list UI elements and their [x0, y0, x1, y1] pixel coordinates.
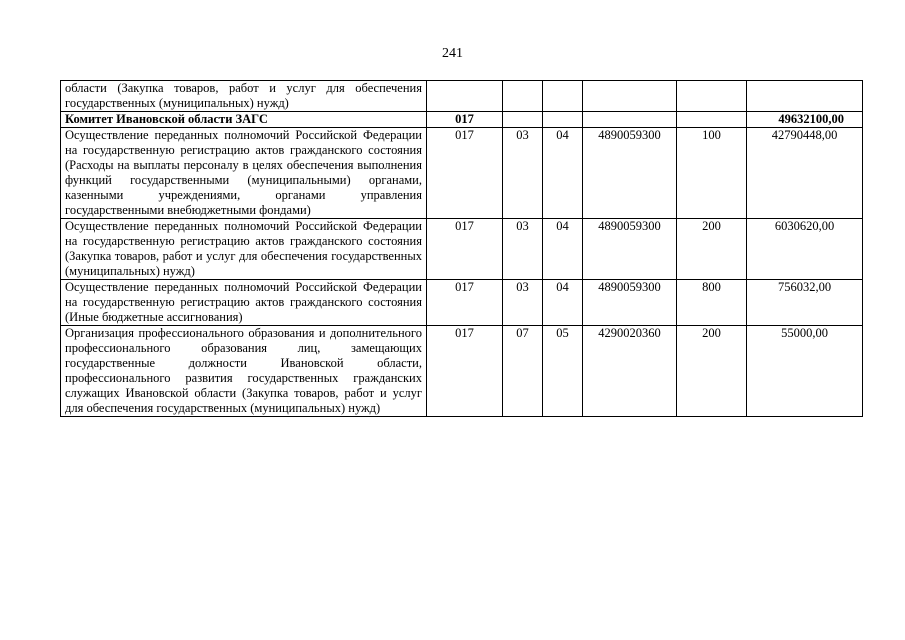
- subsection-code: 05: [543, 326, 583, 417]
- amount: [747, 81, 863, 112]
- row-description: Осуществление переданных полномочий Российской Федерации на государственную регистрацию актов гражданского состояния (Иные бюджетные ассигнования): [61, 280, 427, 326]
- budget-table: [60, 80, 863, 417]
- section-code: [503, 81, 543, 112]
- expense-type-code: [677, 112, 747, 128]
- ministry-code: [427, 81, 503, 112]
- expense-type-code: 200: [677, 219, 747, 280]
- row-description: области (Закупка товаров, работ и услуг для обеспечения государственных (муниципальных) нужд): [61, 81, 427, 112]
- ministry-code: 017: [427, 326, 503, 417]
- target-code: 4890059300: [583, 219, 677, 280]
- amount: 6030620,00: [747, 219, 863, 280]
- page-number: 241: [442, 46, 463, 61]
- section-code: [503, 112, 543, 128]
- row-description: Осуществление переданных полномочий Российской Федерации на государственную регистрацию актов гражданского состояния (Закупка товаров, работ и услуг для обеспечения государственных (муниципальных) нужд): [61, 219, 427, 280]
- subsection-code: [543, 81, 583, 112]
- ministry-code: 017: [427, 219, 503, 280]
- section-code: 03: [503, 128, 543, 219]
- ministry-code: 017: [427, 128, 503, 219]
- subsection-code: [543, 112, 583, 128]
- ministry-code: 017: [427, 280, 503, 326]
- table-row: [61, 81, 863, 112]
- target-code: 4290020360: [583, 326, 677, 417]
- table-row-committee: [61, 112, 863, 128]
- table-row: [61, 326, 863, 417]
- amount: 55000,00: [747, 326, 863, 417]
- table-row: [61, 128, 863, 219]
- expense-type-code: [677, 81, 747, 112]
- row-description: Организация профессионального образования и дополнительного профессионального образования лиц, замещающих государственные должности Ивановской области, профессионального развития государственных гражданских служащих Ивановской области (Закупка товаров, работ и услуг для обеспечения государственных (муниципальных) нужд): [61, 326, 427, 417]
- row-description: Комитет Ивановской области ЗАГС: [61, 112, 427, 128]
- amount: 49632100,00: [747, 112, 863, 128]
- target-code: 4890059300: [583, 128, 677, 219]
- subsection-code: 04: [543, 219, 583, 280]
- subsection-code: 04: [543, 128, 583, 219]
- ministry-code: 017: [427, 112, 503, 128]
- table-row: [61, 280, 863, 326]
- subsection-code: 04: [543, 280, 583, 326]
- section-code: 03: [503, 219, 543, 280]
- row-description: Осуществление переданных полномочий Российской Федерации на государственную регистрацию актов гражданского состояния (Расходы на выплаты персоналу в целях обеспечения выполнения функций государственными (муниципальными) органами, казенными учреждениями, органами управления государственными внебюджетными фондами): [61, 128, 427, 219]
- expense-type-code: 800: [677, 280, 747, 326]
- expense-type-code: 200: [677, 326, 747, 417]
- target-code: [583, 81, 677, 112]
- section-code: 03: [503, 280, 543, 326]
- target-code: [583, 112, 677, 128]
- section-code: 07: [503, 326, 543, 417]
- amount: 756032,00: [747, 280, 863, 326]
- target-code: 4890059300: [583, 280, 677, 326]
- table-row: [61, 219, 863, 280]
- expense-type-code: 100: [677, 128, 747, 219]
- amount: 42790448,00: [747, 128, 863, 219]
